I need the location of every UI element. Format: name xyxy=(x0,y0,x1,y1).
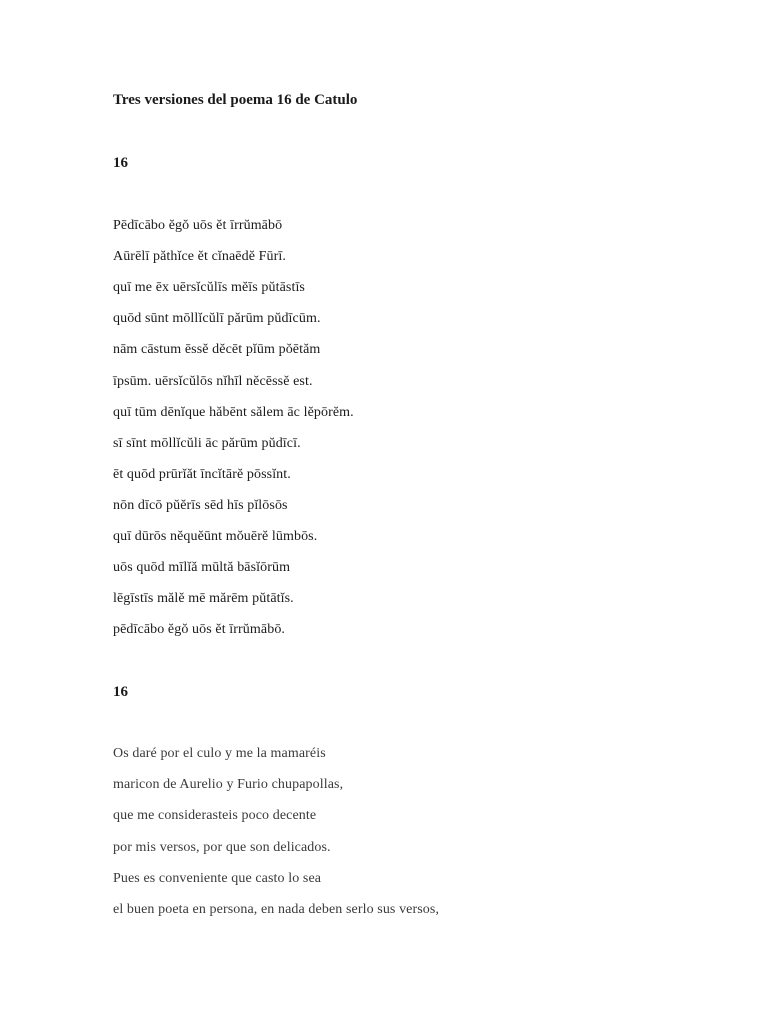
latin-verse-line: nām cāstum ēssĕ dĕcēt pĭūm pŏētăm xyxy=(113,342,321,358)
spanish-verse-line: Pues es conveniente que casto lo sea xyxy=(113,870,322,886)
spanish-verse-line: Os daré por el culo y me la mamaréis xyxy=(113,746,326,761)
latin-verse-line: Aūrēlī păthĭce ĕt cĭnaēdĕ Fūrī. xyxy=(113,249,286,265)
document-title: Tres versiones del poema 16 de Catulo xyxy=(113,92,358,108)
spanish-verse-line: que me considerasteis poco decente xyxy=(113,808,317,824)
latin-verse-line: Pēdīcābo ĕgŏ uōs ĕt īrrŭmābō xyxy=(113,218,283,233)
spanish-poem-number: 16 xyxy=(113,684,128,700)
spanish-verse-line: maricon de Aurelio y Furio chupapollas, xyxy=(113,777,344,793)
spanish-verse-line: el buen poeta en persona, en nada deben serlo sus versos, xyxy=(113,902,440,917)
latin-verse-line: quōd sūnt mōllĭcŭlī părūm pŭdīcūm. xyxy=(113,311,321,327)
latin-verse-line: sī sīnt mōllĭcŭli āc părūm pŭdīcī. xyxy=(113,435,301,451)
latin-verse-line: īpsūm. uērsĭcŭlōs nĭhīl nĕcēssĕ est. xyxy=(113,373,313,389)
latin-poem-number: 16 xyxy=(113,155,128,171)
spanish-verse-line: por mis versos, por que son delicados. xyxy=(113,839,331,855)
latin-verse-line: pēdīcābo ĕgŏ uōs ĕt īrrŭmābō. xyxy=(113,622,286,638)
latin-verse-line: quī dūrōs nĕquĕūnt mŏuērĕ lūmbōs. xyxy=(113,529,318,544)
latin-verse-line: quī me ēx uērsĭcŭlīs mĕīs pŭtāstīs xyxy=(113,280,305,296)
latin-verse-line: ēt quōd prūrĭăt īncĭtārĕ pōssĭnt. xyxy=(113,466,291,482)
latin-verse-line: nōn dīcō pŭĕrīs sēd hīs pĭlōsōs xyxy=(113,497,288,513)
latin-verse-line: uōs quōd mīlĭă mūltă bāsĭōrūm xyxy=(113,560,291,576)
latin-verse-line: lēgīstīs mălĕ mē mărēm pŭtātĭs. xyxy=(113,591,294,607)
latin-verse-line: quī tūm dēnĭque hăbēnt sălem āc lĕpōrĕm. xyxy=(113,404,354,420)
